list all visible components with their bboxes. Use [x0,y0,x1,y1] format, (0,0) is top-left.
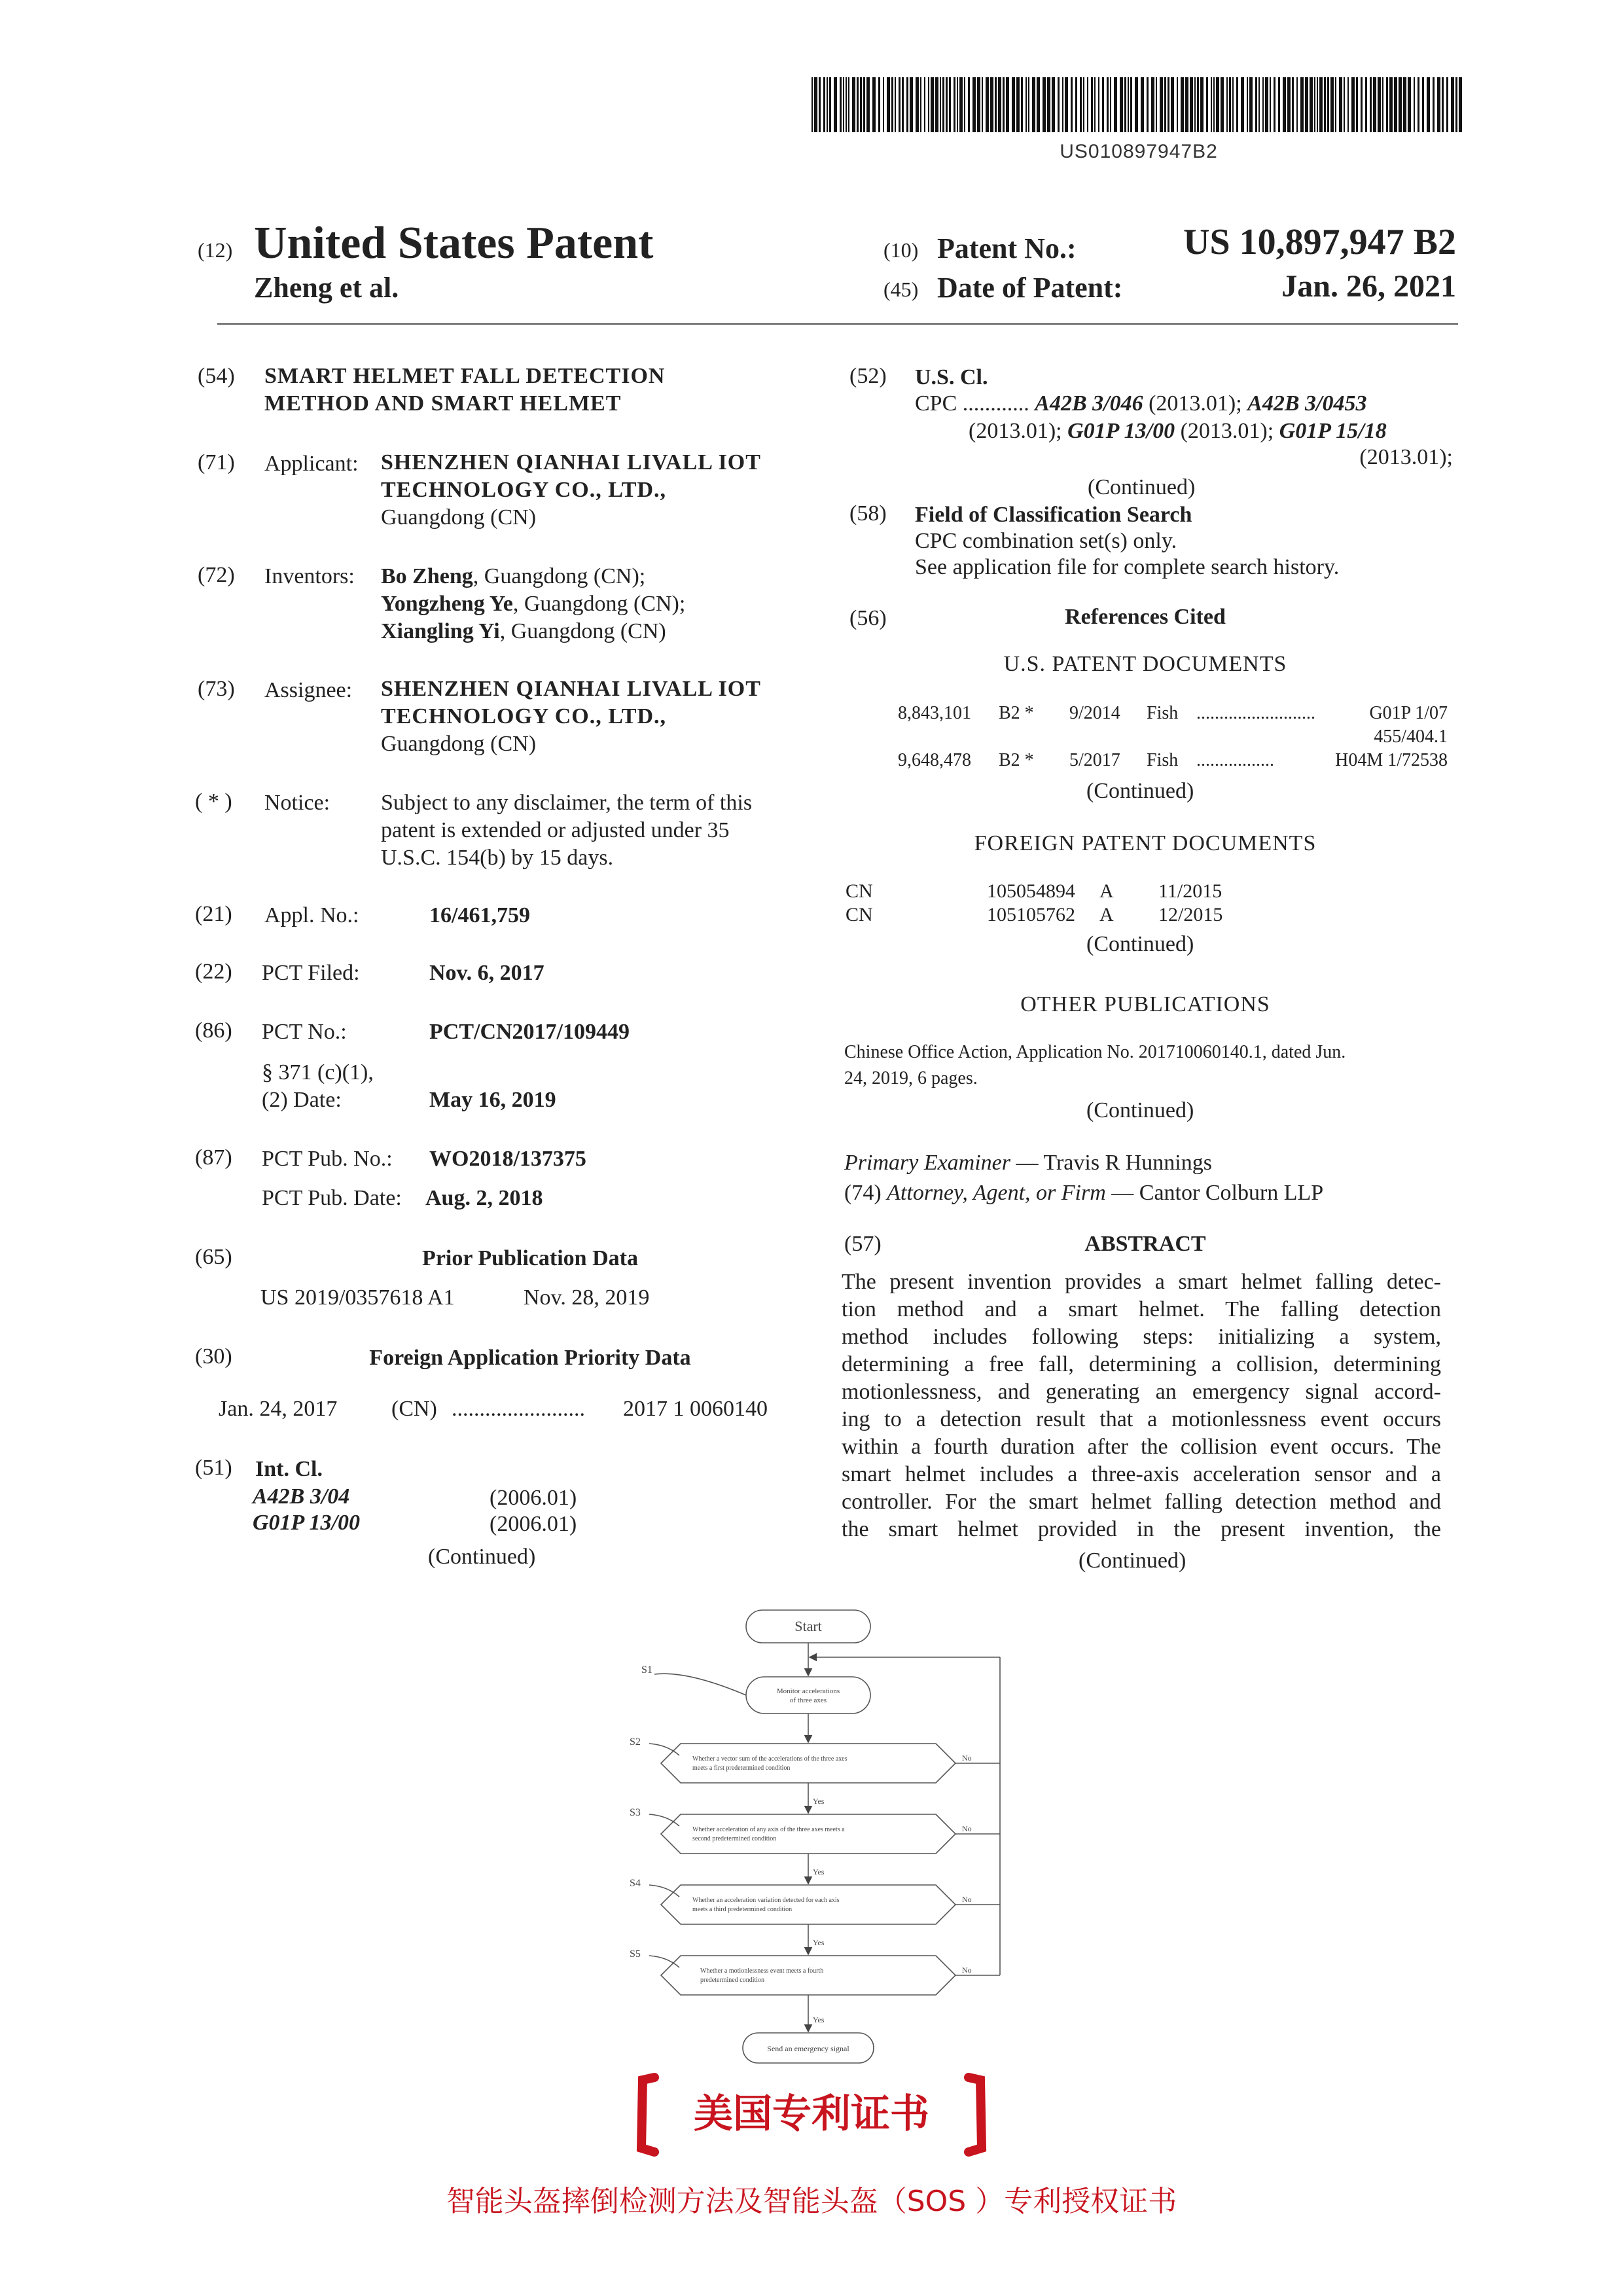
foreign-ref-1-kind: A [1099,880,1114,902]
other-pub-line2: 24, 2019, 6 pages. [844,1068,978,1088]
assignee-line2: TECHNOLOGY CO., LTD., [381,704,667,728]
inventor-2-name: Yongzheng Ye [381,592,513,616]
abstract-line: ing to a detection result that a motionlessness event occurs [842,1407,1441,1431]
foreign-priority-dots: ........................ [452,1397,585,1421]
fc-end: Send an emergency signal [767,2044,849,2053]
code-52: (52) [849,364,887,388]
section-371-label: § 371 (c)(1), [262,1060,374,1085]
foreign-ref-1-number: 105054894 [987,880,1075,902]
code-21: (21) [195,902,232,926]
fc-s5-text2: predetermined condition [700,1977,765,1984]
fc-s2-text2: meets a first predetermined condition [692,1765,791,1772]
applicant-line1: SHENZHEN QIANHAI LIVALL IOT [381,450,761,475]
date-of-patent-label: Date of Patent: [937,272,1123,304]
fc-yes-1: Yes [813,1797,825,1806]
header-code-45: (45) [883,278,919,301]
code-74: (74) [844,1181,882,1205]
notice-line2: patent is extended or adjusted under 35 [381,818,730,842]
fc-s1-text1: Monitor accelerations [776,1687,840,1695]
code-54: (54) [198,364,235,388]
section-371-date-label: (2) Date: [262,1088,342,1112]
pct-no-label: PCT No.: [262,1020,347,1044]
us-ref-2-class: H04M 1/72538 [1335,750,1448,770]
fc-no-1: No [962,1753,972,1763]
inventor-1 [381,563,645,590]
inventor-3-name: Xiangling Yi [381,619,500,643]
code-65: (65) [195,1245,232,1269]
int-cl-row-2-version: (2006.01) [490,1512,577,1536]
us-ref-1-class2: 455/404.1 [1374,726,1448,747]
foreign-ref-2-country: CN [846,904,873,925]
us-ref-2-number: 9,648,478 [898,750,971,770]
attorney-name: — Cantor Colburn LLP [1105,1181,1324,1205]
patent-title: United States Patent [254,218,654,268]
foreign-ref-2-kind: A [1099,904,1114,925]
other-pub-line1: Chinese Office Action, Application No. 201710060140.1, dated Jun. [844,1042,1346,1062]
primary-examiner-name: — Travis R Hunnings [1010,1151,1212,1175]
abstract-line: The present invention provides a smart helmet falling detec- [842,1270,1441,1294]
fc-yes-4: Yes [813,2015,825,2024]
invention-title-line1: SMART HELMET FALL DETECTION [264,364,666,388]
fc-s5-text1: Whether a motionlessness event meets a fourth [700,1967,824,1975]
patent-number: US 10,897,947 B2 [1183,222,1456,262]
inventor-2 [381,590,685,618]
abstract-line: method includes following steps: initializing a system, [842,1325,1441,1349]
header-code-12: (12) [198,238,233,262]
us-ref-2-dots: ................. [1196,750,1274,770]
notice-line3: U.S.C. 154(b) by 15 days. [381,846,614,870]
abstract-line: motionlessness, and generating an emergency signal accord- [842,1380,1441,1404]
pct-filed-value: Nov. 6, 2017 [429,961,544,985]
abstract-line: controller. For the smart helmet falling detection method and [842,1490,1441,1514]
fc-no-2: No [962,1824,972,1833]
code-72: (72) [198,563,235,587]
abstract-line: within a fourth duration after the collision event occurs. The [842,1435,1441,1459]
inventors-label: Inventors: [264,564,355,588]
foreign-refs-continued: (Continued) [1086,932,1194,956]
other-pub-continued: (Continued) [1086,1098,1194,1122]
code-22: (22) [195,960,232,984]
inventor-3 [381,618,666,645]
cpc-class-4: G01P 15/18 [1279,419,1387,443]
foreign-priority-number: 2017 1 0060140 [623,1397,768,1421]
notice-code: ( * ) [195,789,232,814]
fc-s4-text1: Whether an acceleration variation detected for each axis [692,1897,840,1904]
int-cl-row-1-class: A42B 3/04 [253,1484,350,1509]
code-71: (71) [198,450,235,475]
fc-no-4: No [962,1965,972,1975]
code-57: (57) [844,1232,882,1256]
fc-s1-text2: of three axes [789,1696,827,1704]
fc-s1-label: S1 [641,1664,652,1676]
applicant-line2: TECHNOLOGY CO., LTD., [381,478,667,502]
certificate-stamp [628,2068,995,2160]
foreign-ref-2-number: 105105762 [987,904,1075,925]
abstract-body [842,1268,1441,1543]
code-86: (86) [195,1018,232,1043]
fc-start: Start [794,1618,822,1634]
appl-no-label: Appl. No.: [264,903,359,927]
cpc-class-1: A42B 3/046 [1035,391,1143,416]
us-ref-1-dots: .......................... [1196,703,1315,723]
us-ref-1-class: G01P 1/07 [1369,703,1448,723]
foreign-priority-date: Jan. 24, 2017 [219,1397,338,1421]
cpc-class-2: A42B 3/0453 [1247,391,1367,416]
us-ref-2-kind: B2 * [999,750,1034,770]
invention-title-line2: METHOD AND SMART HELMET [264,391,622,416]
notice-label: Notice: [264,791,330,815]
assignee-label: Assignee: [264,678,353,702]
other-publications-heading: OTHER PUBLICATIONS [1020,992,1270,1016]
cpc-class-3-version: (2013.01); [1180,419,1274,443]
us-refs-continued: (Continued) [1086,779,1194,803]
us-cl-heading: U.S. Cl. [915,365,988,389]
int-cl-heading: Int. Cl. [255,1457,323,1481]
us-ref-2-name: Fish [1147,750,1179,770]
us-cl-continued: (Continued) [1088,475,1196,499]
attorney-label: Attorney, Agent, or Firm [887,1181,1106,1205]
notice-line1: Subject to any disclaimer, the term of this [381,791,753,815]
prior-pub-heading: Prior Publication Data [422,1246,638,1270]
code-58: (58) [849,501,887,526]
code-56: (56) [849,606,887,630]
prior-pub-number: US 2019/0357618 A1 [260,1285,455,1310]
field-search-line1: CPC combination set(s) only. [915,529,1177,553]
appl-no-value: 16/461,759 [429,903,530,927]
applicant-line3: Guangdong (CN) [381,505,537,529]
fc-yes-2: Yes [813,1867,825,1876]
us-ref-1-number: 8,843,101 [898,703,971,723]
us-patent-docs-heading: U.S. PATENT DOCUMENTS [1003,652,1287,676]
cpc-dots: ............ [962,391,1029,416]
cpc-class-4-version: (2013.01); [1359,445,1453,469]
abstract-line: tion method and a smart helmet. The falling detection [842,1297,1441,1321]
foreign-ref-1-country: CN [846,880,873,902]
patent-no-label: Patent No.: [937,232,1077,264]
abstract-line: determining a free fall, determining a collision, determining [842,1352,1441,1376]
assignee-line3: Guangdong (CN) [381,732,537,756]
inventor-3-location: , Guangdong (CN) [499,619,666,643]
fc-s2-label: S2 [630,1736,641,1748]
us-ref-2-date: 5/2017 [1069,750,1120,770]
us-ref-1-date: 9/2014 [1069,703,1120,723]
inventor-1-name: Bo Zheng [381,564,473,588]
cpc-label: CPC [915,391,957,416]
header-rule [217,323,1458,325]
fc-no-3: No [962,1895,972,1904]
foreign-priority-heading: Foreign Application Priority Data [369,1346,691,1370]
patent-authors: Zheng et al. [254,272,399,304]
barcode-number: US010897947B2 [1060,141,1218,162]
applicant-label: Applicant: [264,452,359,476]
date-of-patent: Jan. 26, 2021 [1281,269,1456,304]
field-search-heading: Field of Classification Search [915,503,1192,527]
assignee-line1: SHENZHEN QIANHAI LIVALL IOT [381,677,761,701]
fc-s3-text1: Whether acceleration of any axis of the three axes meets a [692,1826,845,1833]
pct-pub-date-label: PCT Pub. Date: [262,1186,402,1210]
primary-examiner-label: Primary Examiner [844,1151,1011,1175]
attorney [844,1179,1323,1207]
us-ref-1-kind: B2 * [999,703,1034,723]
abstract-line: the smart helmet provided in the present invention, the [842,1517,1441,1541]
foreign-ref-2-date: 12/2015 [1158,904,1223,925]
fc-s4-label: S4 [630,1878,641,1889]
primary-examiner [844,1149,1212,1177]
references-heading: References Cited [1065,605,1226,629]
foreign-ref-1-date: 11/2015 [1158,880,1222,902]
prior-pub-date: Nov. 28, 2019 [524,1285,650,1310]
code-51: (51) [195,1456,232,1480]
cpc-class-3: G01P 13/00 [1067,419,1175,443]
barcode [810,71,1465,136]
fc-s3-label: S3 [630,1807,641,1818]
fc-s5-label: S5 [630,1948,641,1960]
inventor-1-location: , Guangdong (CN); [473,564,646,588]
fc-s4-text2: meets a third predetermined condition [692,1906,793,1913]
cpc-class-2-version: (2013.01); [969,419,1062,443]
pct-pub-no-label: PCT Pub. No.: [262,1147,393,1171]
section-371-date-value: May 16, 2019 [429,1088,556,1112]
int-cl-row-2-class: G01P 13/00 [253,1511,361,1535]
cpc-class-1-version: (2013.01); [1149,391,1242,416]
header-code-10: (10) [883,238,919,262]
fc-yes-3: Yes [813,1938,825,1947]
inventor-2-location: , Guangdong (CN); [512,592,686,616]
abstract-heading: ABSTRACT [1084,1232,1206,1256]
foreign-priority-country: (CN) [391,1397,437,1421]
pct-no-value: PCT/CN2017/109449 [429,1020,630,1044]
code-30: (30) [195,1344,232,1369]
code-73: (73) [198,677,235,701]
fc-s3-text2: second predetermined condition [692,1835,777,1842]
cpc-line-1 [915,390,1366,418]
field-search-line2: See application file for complete search history. [915,555,1340,579]
fc-s2-text1: Whether a vector sum of the accelerations of the three axes [692,1755,847,1763]
pct-filed-label: PCT Filed: [262,961,360,985]
code-87: (87) [195,1145,232,1170]
footer-caption: 智能头盔摔倒检测方法及智能头盔（SOS ）专利授权证书 [446,2185,1177,2218]
stamp-text: 美国专利证书 [694,2091,929,2137]
pct-pub-date-value: Aug. 2, 2018 [425,1186,543,1210]
us-ref-1-name: Fish [1147,703,1179,723]
foreign-patent-docs-heading: FOREIGN PATENT DOCUMENTS [974,831,1317,855]
int-cl-row-1-version: (2006.01) [490,1486,577,1510]
abstract-continued: (Continued) [1079,1549,1186,1573]
cpc-line-2 [969,418,1387,445]
flowchart [615,1597,1034,2081]
int-cl-continued: (Continued) [428,1545,536,1569]
pct-pub-no-value: WO2018/137375 [429,1147,586,1171]
abstract-line: smart helmet includes a three-axis acceleration sensor and a [842,1462,1441,1486]
